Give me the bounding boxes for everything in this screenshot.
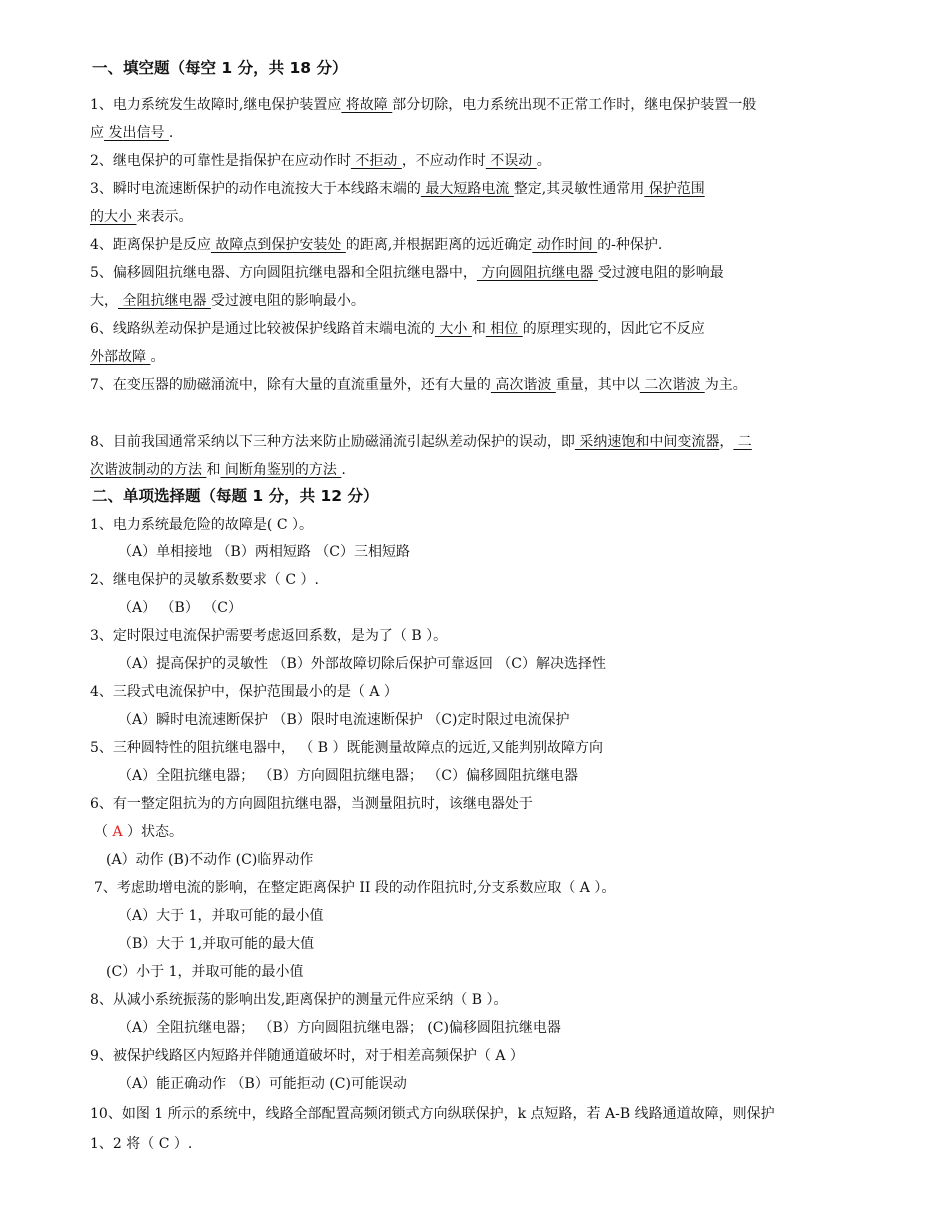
- q7-answer-2: 二次谐波: [639, 377, 705, 393]
- fill-question-8-cont: [90, 460, 900, 480]
- mc-question-3: 3、定时限过电流保护需要考虑返回系数，是为了（ B ）。: [90, 628, 448, 644]
- fill-question-5-cont: [90, 291, 900, 311]
- fill-question-5: [90, 263, 900, 283]
- q6-answer-3: 外部故障: [90, 349, 151, 365]
- q2-text-e: 。: [536, 153, 551, 169]
- q4-answer-2: 动作时间: [532, 237, 598, 253]
- q6-close-paren: ）状态。: [122, 824, 184, 840]
- fill-question-7: [90, 375, 935, 395]
- fill-question-3: [90, 179, 900, 199]
- q5-text-c: 受过渡电阻的影响最: [597, 265, 724, 281]
- q2-answer-2: 不误动: [485, 153, 537, 169]
- fill-question-2: [90, 151, 900, 171]
- fill-question-1: [90, 95, 900, 115]
- mc-question-6-answer-line: [94, 822, 904, 842]
- q6-open-paren: （: [94, 824, 113, 840]
- mc-question-7-option-c: (C）小于 1，并取可能的最小值: [106, 964, 304, 980]
- q4-text-c: 的距离,并根据距离的远近确定: [345, 237, 533, 253]
- q5-text-a: 5、偏移圆阻抗继电器、方向圆阻抗继电器和全阻抗继电器中，: [90, 265, 477, 281]
- mc-question-5-options: （A）全阻抗继电器； （B）方向圆阻抗继电器； （C）偏移圆阻抗继电器: [118, 768, 579, 784]
- mc-question-6: 6、有一整定阻抗为的方向圆阻抗继电器，当测量阻抗时，该继电器处于: [90, 796, 533, 812]
- q2-answer-1: 不拒动: [350, 153, 402, 169]
- q1-text-f: .: [168, 125, 174, 141]
- q2-text-a: 2、继电保护的可靠性是指保护在应动作时: [90, 153, 351, 169]
- q5-text-f: 受过渡电阻的影响最小。: [210, 293, 365, 309]
- mc-question-3-options: （A）提高保护的灵敏性 （B）外部故障切除后保护可靠返回 （C）解决选择性: [118, 656, 607, 672]
- q7-text-a: 7、在变压器的励磁涌流中，除有大量的直流重量外，还有大量的: [90, 377, 491, 393]
- q6-text-e: 的原理实现的，因此它不反应: [522, 321, 705, 337]
- q2-text-c: ，不应动作时: [401, 153, 486, 169]
- mc-question-4: 4、三段式电流保护中，保护范围最小的是（ A ）: [90, 684, 398, 700]
- mc-question-7-option-b: （B）大于 1,并取可能的最大值: [118, 936, 315, 952]
- mc-question-10-cont: 1、2 将（ C ）.: [90, 1136, 193, 1152]
- q1-text-d: 应: [90, 125, 104, 141]
- q5-answer-2: 全阻抗继电器: [118, 293, 211, 309]
- q6-answer: A: [112, 824, 123, 840]
- mc-question-7-option-a: （A）大于 1，并取可能的最小值: [118, 908, 324, 924]
- q4-text-e: 的-种保护.: [597, 237, 663, 253]
- mc-question-10: 10、如图 1 所示的系统中，线路全部配置高频闭锁式方向纵联保护，k 点短路，若 A-B 线路通道故障，则保护: [90, 1106, 775, 1122]
- mc-question-6-options: (A）动作 (B)不动作 (C)临界动作: [106, 852, 314, 868]
- q4-answer-1: 故障点到保护安装处: [210, 237, 346, 253]
- fill-question-4: [90, 235, 900, 255]
- q8-answer-2: 二: [733, 434, 752, 450]
- fill-question-8: [90, 432, 900, 452]
- q3-text-a: 3、瞬时电流速断保护的动作电流按大于本线路末端的: [90, 181, 421, 197]
- q1-answer-1: 将故障: [341, 97, 393, 113]
- fill-question-6: [90, 319, 900, 339]
- q6-text-a: 6、线路纵差动保护是通过比较被保护线路首末端电流的: [90, 321, 435, 337]
- q3-answer-1: 最大短路电流: [420, 181, 514, 197]
- fill-question-3-cont: [90, 207, 900, 227]
- section1-heading: 一、填空题（每空 1 分，共 18 分）: [92, 59, 348, 77]
- q8-text-h: .: [341, 462, 346, 478]
- q3-text-c: 整定,其灵敏性通常用: [513, 181, 645, 197]
- mc-question-7: 7、考虑助增电流的影响，在整定距离保护 II 段的动作阻抗时,分支系数应取（ A ）。: [94, 880, 616, 896]
- mc-question-9-options: （A）能正确动作 （B）可能拒动 (C)可能误动: [118, 1076, 407, 1092]
- mc-question-1: 1、电力系统最危险的故障是( C ）。: [90, 517, 313, 533]
- fill-question-1-cont: [90, 123, 900, 143]
- q4-text-a: 4、距离保护是反应: [90, 237, 211, 253]
- q1-text-a: 1、电力系统发生故障时,继电保护装置应: [90, 97, 342, 113]
- mc-question-2: 2、继电保护的灵敏系数要求（ C ）.: [90, 572, 319, 588]
- q3-text-f: 来表示。: [136, 209, 193, 225]
- q5-text-d: 大，: [90, 293, 118, 309]
- mc-question-8: 8、从减小系统振荡的影响出发,距离保护的测量元件应采纳（ B ）。: [90, 992, 508, 1008]
- q6-text-g: 。: [150, 349, 165, 365]
- q7-text-c: 重量，其中以: [555, 377, 640, 393]
- q7-answer-1: 高次谐波: [490, 377, 556, 393]
- section2-heading: 二、单项选择题（每题 1 分，共 12 分）: [92, 487, 379, 505]
- q8-text-a: 8、目前我国通常采纳以下三种方法来防止励磁涌流引起纵差动保护的误动，即: [90, 434, 575, 450]
- q8-answer-1: 采纳速饱和中间变流器: [574, 434, 720, 450]
- q1-answer-2: 发出信号: [104, 125, 169, 141]
- q8-text-f: 和: [206, 462, 221, 478]
- fill-question-6-cont: [90, 347, 900, 367]
- q8-text-c: ，: [719, 434, 734, 450]
- q8-answer-3: 间断角鉴别的方法: [220, 462, 342, 478]
- q3-answer-2: 保护范围: [644, 181, 705, 197]
- q6-text-c: 和: [471, 321, 486, 337]
- q6-answer-2: 相位: [485, 321, 523, 337]
- q3-answer-2-cont: 的大小: [90, 209, 137, 225]
- mc-question-8-options: （A）全阻抗继电器； （B）方向圆阻抗继电器； (C)偏移圆阻抗继电器: [118, 1020, 561, 1036]
- mc-question-2-options: （A） （B） （C）: [118, 600, 243, 616]
- q8-answer-2-cont: 次谐波制动的方法: [90, 462, 207, 478]
- mc-question-5: 5、三种圆特性的阻抗继电器中， （ B ）既能测量故障点的远近,又能判别故障方向: [90, 740, 603, 756]
- q6-answer-1: 大小: [434, 321, 472, 337]
- mc-question-9: 9、被保护线路区内短路并伴随通道破坏时，对于相差高频保护（ A ）: [90, 1048, 524, 1064]
- mc-question-1-options: （A）单相接地 （B）两相短路 （C）三相短路: [118, 544, 411, 560]
- q7-text-e: 为主。: [704, 377, 747, 393]
- q1-text-c: 部分切除，电力系统出现不正常工作时，继电保护装置一般: [392, 97, 757, 113]
- q5-answer-1: 方向圆阻抗继电器: [476, 265, 598, 281]
- mc-question-4-options: （A）瞬时电流速断保护 （B）限时电流速断保护 （C)定时限过电流保护: [118, 712, 570, 728]
